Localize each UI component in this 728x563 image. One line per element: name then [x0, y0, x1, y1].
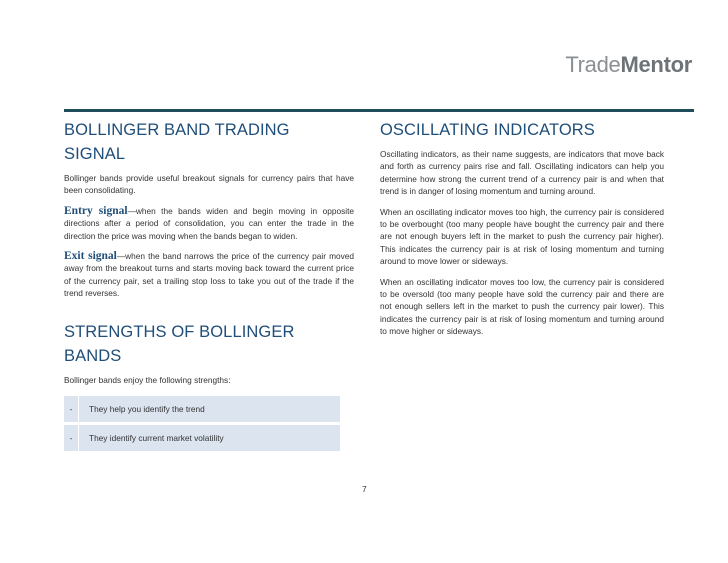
right-column [380, 118, 664, 346]
oscillating-paragraph-2: When an oscillating indicator moves too high, the currency pair is considered to be overbought (too many people have bought the currency pair and there are not enough buyers left in the market to push the currency pair higher). This indicates the currency pair is at risk of losing momentum and turning around to move lower or sideways. [380, 206, 664, 267]
entry-signal-paragraph [64, 205, 354, 242]
exit-signal-term: Exit signal [64, 250, 117, 263]
exit-signal-paragraph [64, 250, 354, 300]
strength-row [64, 425, 340, 454]
strengths-intro-text: Bollinger bands enjoy the following strengths: [64, 374, 231, 385]
logo-trade-text: Trade [565, 52, 621, 77]
strength-text: They identify current market volatility [89, 433, 224, 444]
oscillating-indicators-heading: OSCILLATING INDICATORS [380, 121, 595, 139]
strength-text: They help you identify the trend [89, 404, 205, 415]
oscillating-paragraph-3: When an oscillating indicator moves too low, the currency pair is considered to be oversold (too many people have sold the currency pair and there are not enough sellers left in the market to push the currency pair lower). This indicates the currency pair is at risk of losing momentum and turning around to move higher or sideways. [380, 276, 664, 337]
strength-bullet: - [64, 396, 79, 422]
exit-signal-text: —when the band narrows the price of the currency pair moved away from the breakout turns and starts moving back toward the current price of the currency pair, set a trailing stop loss to take you out of the trade if the trend reverses. [64, 251, 354, 299]
bollinger-signal-heading: BOLLINGER BAND TRADING SIGNAL [64, 121, 290, 163]
strength-row [64, 396, 340, 425]
entry-signal-term: Entry signal [64, 204, 128, 217]
left-column [64, 118, 354, 454]
entry-signal-text: —when the bands widen and begin moving in opposite directions after a period of consolidation, you can enter the trade in the direction the price was moving when the bands began to widen. [64, 205, 355, 241]
strength-bullet: - [64, 425, 79, 451]
strengths-list [64, 396, 340, 454]
page-number: 7 [362, 484, 367, 494]
tradementor-logo [565, 52, 692, 78]
logo-mentor-text: Mentor [620, 52, 692, 77]
oscillating-paragraph-1: Oscillating indicators, as their name suggests, are indicators that move back and forth as currency pairs rise and fall. Oscillating indicators can help you determine how strong the current trend of a currency pair is and when that trend is in danger of losing momentum and turning around. [380, 149, 664, 197]
header-divider [64, 109, 694, 112]
strengths-heading: STRENGTHS OF BOLLINGER BANDS [64, 322, 295, 365]
bollinger-intro-text: Bollinger bands provide useful breakout signals for currency pairs that have been consolidating. [64, 173, 354, 196]
